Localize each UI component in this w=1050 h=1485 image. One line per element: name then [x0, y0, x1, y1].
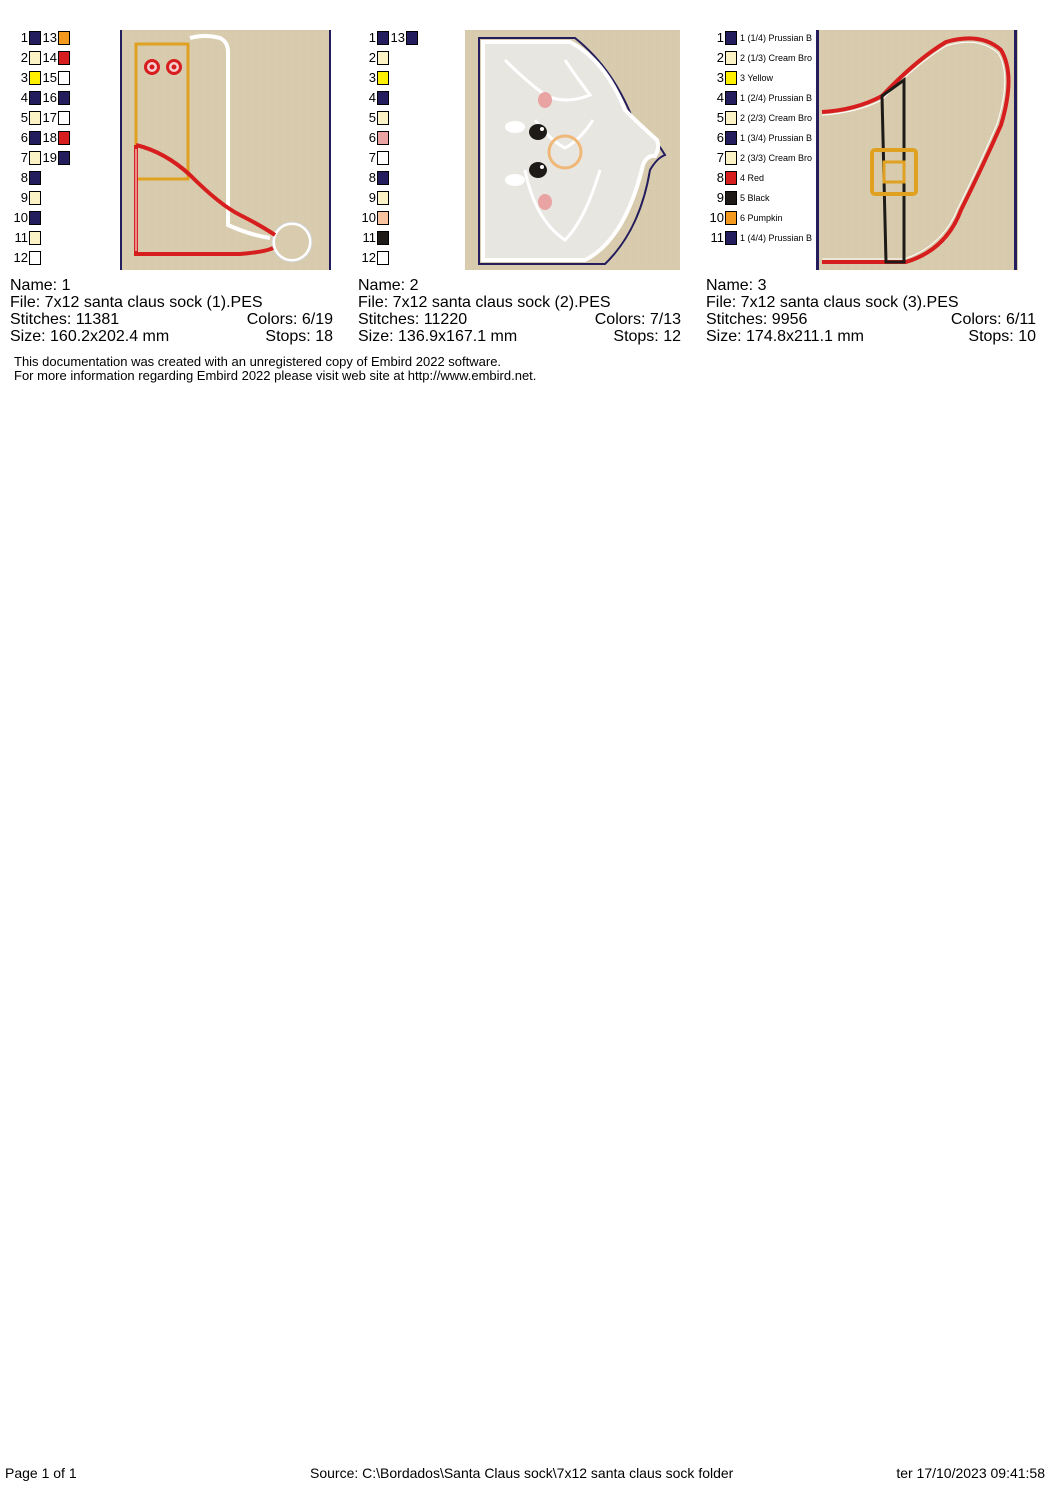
color-swatch	[377, 231, 389, 245]
color-index: 1	[716, 30, 724, 45]
color-name: 1 (1/4) Prussian B	[740, 33, 813, 43]
color-index: 7	[20, 150, 28, 165]
color-row	[706, 190, 815, 206]
design-size: Size: 160.2x202.4 mm	[10, 328, 170, 345]
color-index: 3	[368, 70, 376, 85]
design-card-3	[706, 30, 1036, 345]
color-index: 9	[20, 190, 28, 205]
color-swatch	[725, 211, 737, 225]
color-name: 2 (3/3) Cream Bro	[740, 153, 813, 163]
color-row	[10, 170, 41, 186]
disclaimer-line-1: This documentation was created with an unregistered copy of Embird 2022 software.	[14, 354, 502, 369]
color-row	[706, 30, 815, 46]
color-index: 12	[13, 250, 28, 265]
color-index: 2	[20, 50, 28, 65]
color-name: 2 (2/3) Cream Bro	[740, 113, 813, 123]
color-index: 9	[716, 190, 724, 205]
color-swatch	[29, 251, 41, 265]
color-swatch	[377, 51, 389, 65]
design-stops: Stops: 18	[265, 328, 333, 345]
santa-boot-front-preview-icon	[120, 30, 331, 270]
color-index: 1	[368, 30, 376, 45]
color-list	[10, 30, 120, 270]
design-file: File: 7x12 santa claus sock (3).PES	[706, 294, 959, 311]
color-swatch	[29, 51, 41, 65]
color-index: 10	[709, 210, 724, 225]
color-list	[706, 30, 816, 270]
color-row	[358, 30, 418, 46]
color-row	[706, 170, 815, 186]
color-swatch	[725, 91, 737, 105]
color-list	[358, 30, 468, 270]
color-row	[706, 70, 815, 86]
page-number: Page 1 of 1	[5, 1465, 77, 1481]
color-index: 10	[13, 210, 28, 225]
color-row	[706, 150, 815, 166]
color-row	[10, 130, 70, 146]
color-index: 5	[20, 110, 28, 125]
color-row	[358, 210, 389, 226]
santa-face-preview-icon	[465, 30, 680, 270]
color-swatch	[29, 131, 41, 145]
color-row	[358, 230, 389, 246]
color-row	[358, 250, 389, 266]
color-index: 12	[361, 250, 376, 265]
color-swatch	[29, 211, 41, 225]
color-index: 7	[368, 150, 376, 165]
color-swatch	[377, 91, 389, 105]
color-name: 1 (3/4) Prussian B	[740, 133, 813, 143]
color-index: 11	[710, 230, 724, 245]
color-row	[358, 190, 389, 206]
design-card-1	[10, 30, 340, 345]
color-name: 1 (4/4) Prussian B	[740, 233, 813, 243]
color-swatch	[725, 191, 737, 205]
color-row	[706, 210, 815, 226]
disclaimer	[14, 355, 536, 383]
color-index: 10	[361, 210, 376, 225]
color-swatch	[725, 131, 737, 145]
color-swatch	[29, 231, 41, 245]
color-row	[358, 70, 389, 86]
design-stitches: Stitches: 9956	[706, 311, 808, 328]
color-swatch	[725, 71, 737, 85]
color-swatch	[58, 111, 70, 125]
color-swatch	[377, 71, 389, 85]
color-row	[10, 190, 41, 206]
color-swatch	[58, 151, 70, 165]
color-name: 4 Red	[740, 173, 765, 183]
color-row	[706, 90, 815, 106]
design-card-2	[358, 30, 688, 345]
color-swatch	[29, 171, 41, 185]
color-swatch	[58, 31, 70, 45]
color-row	[10, 70, 70, 86]
color-row	[10, 30, 70, 46]
color-index: 8	[716, 170, 724, 185]
design-file: File: 7x12 santa claus sock (2).PES	[358, 294, 611, 311]
color-index: 11	[362, 230, 376, 245]
color-name: 1 (2/4) Prussian B	[740, 93, 813, 103]
color-swatch	[377, 191, 389, 205]
color-index: 13	[42, 30, 57, 45]
color-index: 4	[368, 90, 376, 105]
santa-boot-back-preview-icon	[816, 30, 1018, 270]
color-index: 18	[42, 130, 57, 145]
color-index: 15	[42, 70, 57, 85]
color-swatch	[29, 191, 41, 205]
color-name: 3 Yellow	[740, 73, 774, 83]
color-index: 7	[716, 150, 724, 165]
color-row	[358, 150, 389, 166]
color-swatch	[377, 211, 389, 225]
color-row	[358, 50, 389, 66]
color-row	[10, 230, 41, 246]
design-file: File: 7x12 santa claus sock (1).PES	[10, 294, 263, 311]
color-swatch	[58, 71, 70, 85]
design-stitches: Stitches: 11220	[358, 311, 468, 328]
color-row	[10, 250, 41, 266]
color-swatch	[377, 171, 389, 185]
color-row	[358, 90, 389, 106]
color-row	[10, 50, 70, 66]
color-index: 2	[716, 50, 724, 65]
color-row	[10, 110, 70, 126]
color-index: 4	[716, 90, 724, 105]
color-index: 13	[390, 30, 405, 45]
color-row	[10, 210, 41, 226]
design-size: Size: 136.9x167.1 mm	[358, 328, 518, 345]
color-name: 2 (1/3) Cream Bro	[740, 53, 813, 63]
color-index: 8	[20, 170, 28, 185]
color-swatch	[725, 231, 737, 245]
color-swatch	[406, 31, 418, 45]
color-swatch	[29, 151, 41, 165]
color-swatch	[58, 91, 70, 105]
design-name: Name: 1	[10, 277, 71, 294]
disclaimer-line-2: For more information regarding Embird 2022 please visit web site at http://www.embird.net.	[14, 368, 537, 383]
color-index: 9	[368, 190, 376, 205]
color-index: 19	[42, 150, 57, 165]
color-row	[706, 230, 815, 246]
color-row	[706, 50, 815, 66]
color-swatch	[377, 31, 389, 45]
color-index: 8	[368, 170, 376, 185]
color-swatch	[58, 51, 70, 65]
design-colors: Colors: 7/13	[594, 311, 681, 328]
color-index: 5	[716, 110, 724, 125]
color-swatch	[377, 131, 389, 145]
color-index: 16	[42, 90, 57, 105]
color-row	[706, 130, 815, 146]
color-index: 4	[20, 90, 28, 105]
color-swatch	[725, 171, 737, 185]
color-row	[10, 150, 70, 166]
color-index: 3	[716, 70, 724, 85]
color-swatch	[725, 151, 737, 165]
source-path: Source: C:\Bordados\Santa Claus sock\7x12 santa claus sock folder	[310, 1465, 734, 1481]
color-row	[10, 90, 70, 106]
color-swatch	[29, 111, 41, 125]
color-swatch	[725, 31, 737, 45]
color-swatch	[29, 31, 41, 45]
color-index: 1	[20, 30, 28, 45]
color-index: 14	[42, 50, 57, 65]
print-datetime: ter 17/10/2023 09:41:58	[896, 1465, 1045, 1481]
color-swatch	[377, 111, 389, 125]
design-colors: Colors: 6/19	[246, 311, 333, 328]
color-name: 6 Pumpkin	[740, 213, 783, 223]
color-swatch	[725, 51, 737, 65]
color-row	[358, 130, 389, 146]
design-name: Name: 2	[358, 277, 419, 294]
color-swatch	[377, 151, 389, 165]
color-swatch	[29, 91, 41, 105]
design-stops: Stops: 12	[613, 328, 681, 345]
color-swatch	[725, 111, 737, 125]
color-swatch	[377, 251, 389, 265]
color-index: 3	[20, 70, 28, 85]
color-swatch	[29, 71, 41, 85]
design-stitches: Stitches: 11381	[10, 311, 120, 328]
color-index: 6	[20, 130, 28, 145]
color-index: 6	[716, 130, 724, 145]
color-index: 17	[42, 110, 57, 125]
color-index: 2	[368, 50, 376, 65]
color-swatch	[58, 131, 70, 145]
design-stops: Stops: 10	[968, 328, 1036, 345]
design-colors: Colors: 6/11	[950, 311, 1036, 328]
color-index: 11	[14, 230, 28, 245]
color-row	[358, 110, 389, 126]
color-name: 5 Black	[740, 193, 770, 203]
color-index: 5	[368, 110, 376, 125]
design-name: Name: 3	[706, 277, 767, 294]
color-index: 6	[368, 130, 376, 145]
color-row	[706, 110, 815, 126]
color-row	[358, 170, 389, 186]
design-size: Size: 174.8x211.1 mm	[706, 328, 865, 345]
